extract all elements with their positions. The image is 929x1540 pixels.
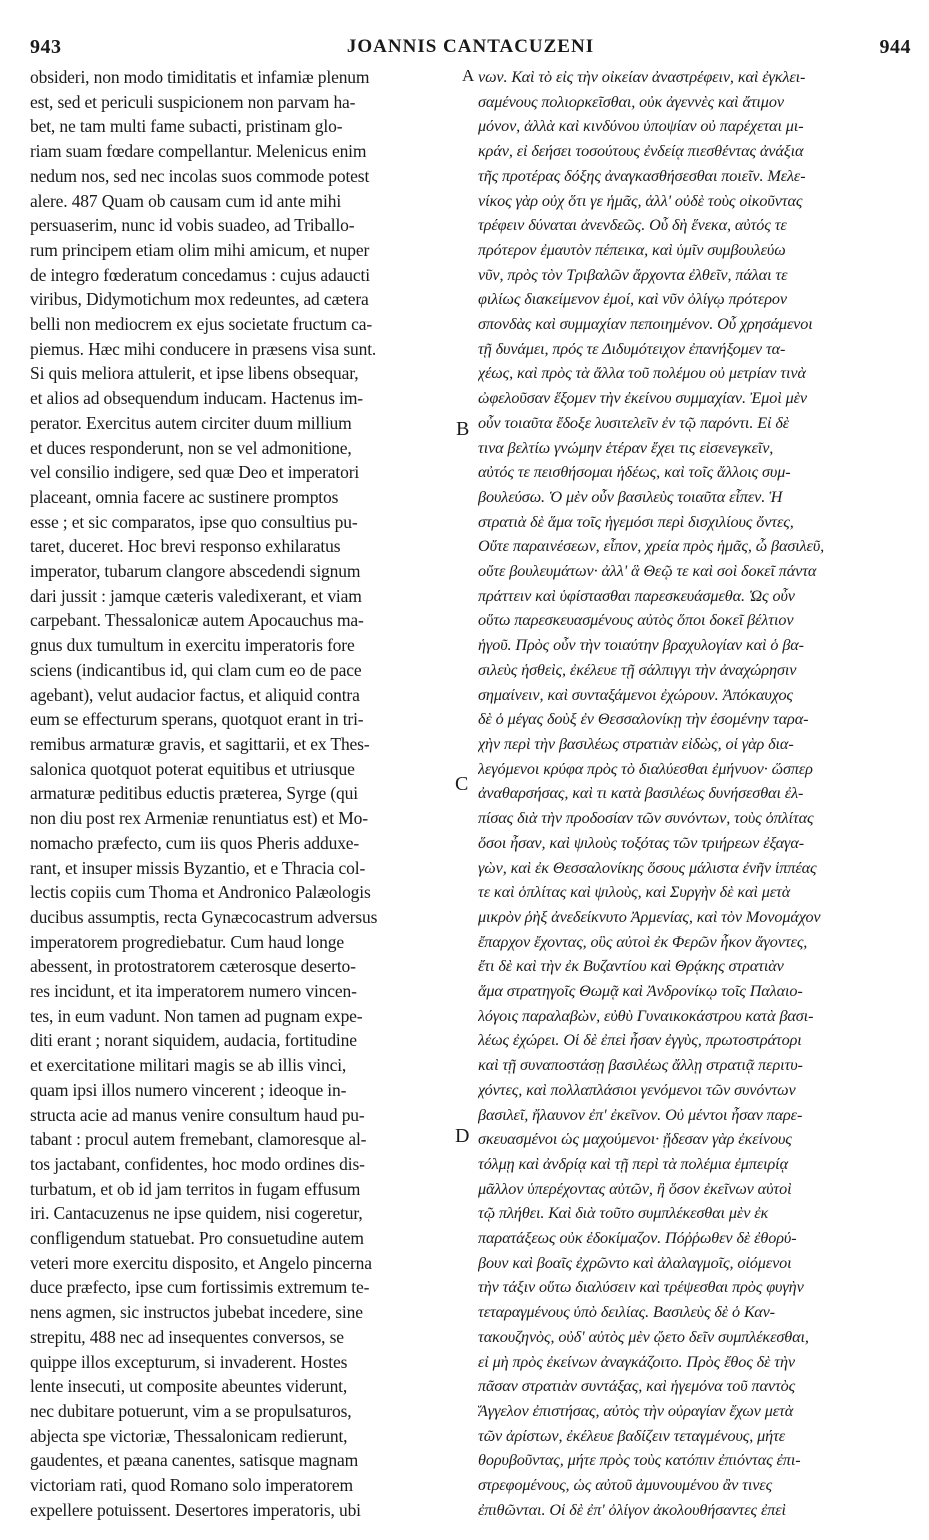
latin-text-line: belli non mediocrem ex ejus societate fructum ca- (30, 314, 373, 335)
left-page-number: 943 (30, 35, 62, 58)
latin-text-line: diti erant ; norant siquidem, audacia, fortitudine (30, 1030, 357, 1051)
greek-text-line: ἡγοῦ. Πρὸς οὖν τὴν τοιαύτην βραχυλογίαν καὶ ὁ βα- (478, 636, 804, 655)
latin-text-line: taret, duceret. Hoc brevi responso exhilaratus (30, 536, 341, 557)
greek-text-line: ὅσοι ἦσαν, καὶ ψιλοὺς τοξότας τῶν τριήρεων ἐξαγα- (478, 833, 805, 852)
greek-text-line: πρότερον ἐμαυτὸν πέπεικα, καὶ ὑμῖν συμβουλεύω (478, 240, 786, 259)
greek-text-line: οὕτω παρεσκευασμένους αὐτὸς ὅποι δοκεῖ βέλτιον (478, 611, 794, 630)
latin-text-line: sciens (indicantibus id, qui clam cum eo de pace (30, 659, 362, 680)
greek-text-line: χὴν περὶ τὴν βασιλέως στρατιὰν εἰδὼς, οἱ γὰρ δια- (478, 734, 794, 753)
latin-text-line: piemus. Hæc mihi conducere in præsens visa sunt. (30, 338, 377, 359)
latin-text-line: tabant : procul autem fremebant, clamoresque al- (30, 1129, 367, 1150)
latin-text-line: obsideri, non modo timiditatis et infamiæ plenum (30, 67, 370, 87)
greek-text-line: σημαίνειν, καὶ συνταξάμενοι ἐχώρουν. Ἀπόκαυχος (478, 685, 793, 704)
latin-text-line: abessent, in protostratorem cæterosque deserto- (30, 956, 356, 977)
latin-text-line: victoriam rati, quod Romano solo imperatorem (30, 1475, 353, 1496)
greek-text-line: βουν καὶ βοαῖς ἐχρῶντο καὶ ἀλαλαγμοῖς, οἰόμενοι (478, 1253, 792, 1272)
greek-text-line: πᾶσαν στρατιὰν συντάξας, καὶ ἡγεμόνα τοῦ παντὸς (478, 1377, 796, 1396)
latin-text-line: bet, ne tam multi fame subacti, pristinam glo- (30, 116, 343, 137)
greek-text-line: οὔτε βουλευμάτων· ἀλλ' ἃ Θεῷ τε καὶ σοὶ δοκεῖ πάντα (478, 562, 817, 581)
greek-text-line: ἀναθαρσήσας, καὶ τι κατὰ βασιλέως δυνήσεσθαι ἐλ- (478, 784, 804, 803)
running-header (30, 32, 911, 62)
section-marker-a: A (462, 66, 475, 85)
latin-text-line: res incidunt, et ita imperatorem numero vincen- (30, 981, 357, 1002)
section-marker-c: C (455, 773, 469, 795)
latin-text-line: Si quis meliora attulerit, et ipse libens obsequar, (30, 363, 359, 384)
latin-text-line: duce præfecto, ipse cum fortissimis extremum te- (30, 1277, 370, 1298)
latin-text-line: tos jactabant, confidentes, hoc modo ordines dis- (30, 1153, 365, 1174)
latin-text-line: et alios ad obsequendum inducam. Hactenus im- (30, 388, 363, 409)
greek-text-line: στρατιὰ δὲ ἅμα τοῖς ἡγεμόσι περὶ δισχιλίους ὄντες, (478, 512, 794, 531)
greek-text-line: νῦν, πρὸς τὸν Τριβαλῶν ἄρχοντα ἐλθεῖν, πάλαι τε (478, 265, 788, 284)
latin-text-line: de integro fœderatum concedamus : cujus adaucti (30, 264, 370, 285)
greek-text-line: στρεφομένους, ὡς αὐτοῦ ἀμυνουμένου ἂν τινες (478, 1476, 773, 1495)
latin-text-line: viribus, Didymotichum mox redeuntes, ad cætera (30, 289, 369, 310)
greek-text-line: ἔτι δὲ καὶ τὴν ἐκ Βυζαντίου καὶ Θρᾴκης στρατιὰν (478, 957, 784, 976)
latin-text-line: confligendum statuebat. Pro consuetudine autem (30, 1228, 364, 1249)
greek-text-line: καὶ τῇ συναποστάσῃ βασιλέως ἄλλῃ στρατιᾷ περιτυ- (478, 1056, 803, 1075)
latin-text-line: armaturæ peditibus eductis præterea, Syrge (qui (30, 783, 358, 804)
greek-text-line: κράν, εἰ δεήσει τοσούτους ἐνδείᾳ πιεσθέντας ἀνάξια (478, 142, 804, 161)
latin-text-line: alere. 487 Quam ob causam cum id ante mihi (30, 190, 342, 211)
greek-text-line: ὠφελοῦσαν ἕξομεν τὴν ἐκείνου συμμαχίαν. Ἐμοὶ μὲν (478, 389, 807, 408)
latin-text-line: ducibus assumptis, recta Gynæcocastrum adversus (30, 906, 378, 927)
greek-text-line: πράττειν καὶ ὑφίστασθαι παρεσκευάσμεθα. Ὡς οὖν (478, 586, 795, 605)
greek-text-line: νίκος γὰρ οὐχ ὅτι γε ἡμᾶς, ἀλλ' οὐδὲ τοὺς οἰκοῦντας (478, 191, 803, 210)
right-page-number: 944 (879, 35, 911, 58)
greek-text-line: τῶν ἀρίστων, ἐκέλευε βαδίζειν τεταγμένους, μήτε (478, 1426, 786, 1445)
latin-text-line: iri. Cantacuzenus ne ipse quidem, nisi cogeretur, (30, 1203, 363, 1224)
greek-text-line: ἔπαρχον ἔχοντας, οὓς αὐτοὶ ἐκ Φερῶν ἧκον ἄγοντες, (478, 932, 808, 951)
latin-text-line: gaudentes, et pæana canentes, satisque magnam (30, 1450, 359, 1471)
latin-text-line: nens agmen, sic instructos jubebat incedere, sine (30, 1302, 363, 1323)
greek-text-line: μικρὸν ῥὴξ ἀνεδείκνυτο Ἀρμενίας, καὶ τὸν Μονομάχον (478, 907, 821, 926)
greek-text-line: τῷ πλήθει. Καὶ διὰ τοῦτο συμπλέκεσθαι μὲν ἐκ (478, 1204, 769, 1223)
latin-text-line: turbatum, et ob id jam territos in fugam effusum (30, 1178, 361, 1199)
greek-text-line: νων. Καὶ τὸ εἰς τὴν οἰκείαν ἀναστρέφειν, καὶ ἐγκλει- (478, 68, 806, 86)
greek-text-line: παρατάξεως οὐκ ἐδοκίμαζον. Πόῤῥωθεν δὲ ἐθορύ- (478, 1229, 797, 1248)
greek-text-line: θορυβοῦντας, μήτε πρὸς τοὺς κατόπιν ἐπιόντας ἐπι- (478, 1451, 801, 1470)
latin-text-line: et duces responderunt, non se vel admonitione, (30, 437, 352, 458)
greek-text-line: σαμένους πολιορκεῖσθαι, οὐκ ἀγεννὲς καὶ ἄτιμον (478, 92, 784, 111)
latin-text-line: rant, et insuper missis Byzantio, et e Thracia col- (30, 857, 366, 878)
latin-text-line: abjecta spe victoriæ, Thessalonicam redierunt, (30, 1425, 348, 1446)
latin-text-line: nedum nos, sed nec incolas suos commode potest (30, 165, 370, 186)
running-title: JOANNIS CANTACUZENI (346, 36, 595, 57)
greek-text-line: ἅμα στρατηγοῖς Θωμᾷ καὶ Ἀνδρονίκῳ τοῖς Παλαιο- (478, 982, 803, 1001)
greek-text-line: βασιλεῖ, ἤλαυνον ἐπ' ἐκεῖνον. Οὐ μέντοι ἦσαν παρε- (478, 1105, 803, 1124)
latin-text-line: imperator, tubarum clangore abscedendi signum (30, 561, 361, 582)
greek-text-line: λόγοις παραλαβὼν, εὐθὺ Γυναικοκάστρου κατὰ βασι- (478, 1006, 814, 1025)
latin-text-line: carpebant. Thessalonicæ autem Apocauchus ma- (30, 610, 364, 631)
greek-text-line: χέως, καὶ πρὸς τὰ ἄλλα τοῦ πολέμου οὐ μετρίαν τινὰ (478, 364, 806, 383)
greek-text-line: τινα βελτίω γνώμην ἑτέραν ἔχει τις εἰσενεγκεῖν, (478, 438, 774, 457)
latin-text-line: rum principem etiam olim mihi amicum, et nuper (30, 239, 370, 260)
latin-text-line: imperatorem progrediebatur. Cum haud longe (30, 931, 344, 952)
latin-text-line: non diu post rex Armeniæ renuntiatus est) et Mo- (30, 808, 368, 829)
latin-text-line: persuaserim, nunc id vobis suadeo, ad Triballo- (30, 215, 355, 236)
greek-column (478, 65, 908, 1527)
latin-text-line: riam suam fœdare compellantur. Melenicus enim (30, 141, 367, 162)
latin-text-line: nomacho præfecto, cum iis quos Pheris adduxe- (30, 832, 360, 853)
latin-text-line: placeant, omnia facere ac sustinere promptos (30, 486, 339, 507)
greek-text-line: σπονδὰς καὶ συμμαχίαν πεποιημένον. Οὗ χρησάμενοι (478, 315, 813, 334)
greek-text-line: βουλεύσω. Ὁ μὲν οὖν βασιλεὺς τοιαῦτα εἶπεν. Ἡ (478, 487, 783, 506)
latin-text-line: lente insecuti, ut composite abeuntes viderunt, (30, 1376, 348, 1397)
latin-column (30, 65, 458, 1527)
greek-text-line: αὐτός τε πεισθήσομαι ἡδέως, καὶ τοῖς ἄλλοις συμ- (478, 463, 791, 482)
greek-text-line: χόντες, καὶ πολλαπλάσιοι γενόμενοι τῶν συνόντων (478, 1080, 796, 1099)
latin-text-line: agebant), velut audacior factus, et aliquid contra (30, 684, 360, 705)
greek-text-line: φιλίως διακείμενον ἐμοί, καὶ νῦν ὀλίγῳ πρότερον (478, 290, 787, 309)
latin-text-line: gnus dux tumultum in exercitu imperatoris fore (30, 635, 355, 656)
greek-text-line: σκευασμένοι ὡς μαχούμενοι· ᾔδεσαν γὰρ ἐκείνους (478, 1130, 792, 1149)
latin-text-line: nec dubitare potuerunt, vim a se propulsaturos, (30, 1400, 352, 1421)
latin-text-line: strepitu, 488 nec ad insequentes conversos, se (30, 1326, 344, 1347)
greek-text-line: τρέφειν δύναται ἀνενδεῶς. Οὗ δὴ ἕνεκα, αὐτός τε (478, 216, 787, 235)
greek-text-line: τεταραγμένους ὑπὸ δειλίας. Βασιλεὺς δὲ ὁ Καν- (478, 1303, 775, 1322)
latin-text-line: lectis copiis cum Thoma et Andronico Palæologis (30, 882, 371, 903)
latin-text-line: remibus armaturæ gravis, et sagittarii, et ex Thes- (30, 733, 370, 754)
greek-text-line: Οὔτε παραινέσεων, εἶπον, χρεία πρὸς ἡμᾶς, ὦ βασιλεῦ, (478, 537, 825, 556)
latin-text-line: tes, in eum vadunt. Non tamen ad pugnam expe- (30, 1005, 363, 1026)
greek-text-line: μᾶλλον ὑπερέχοντας αὐτῶν, ἢ ὅσον ἐκεῖνων αὐτοὶ (478, 1179, 792, 1198)
latin-text-line: structa acie ad manus venire consultum haud pu- (30, 1104, 365, 1125)
latin-text-line: veteri more exercitu disposito, et Angelo pincerna (30, 1252, 372, 1273)
greek-text-line: οὖν τοιαῦτα ἔδοξε λυσιτελεῖν ἐν τῷ παρόντι. Εἰ δὲ (478, 413, 790, 432)
latin-text-line: et exercitatione militari magis se ab illis vinci, (30, 1055, 347, 1076)
greek-text-line: γὼν, καὶ ἐκ Θεσσαλονίκης ὅσους μάλιστα ἐνῆν ἱππέας (478, 858, 817, 877)
greek-text-line: τῇ δυνάμει, πρός τε Διδυμότειχον ἐπανήξομεν τα- (478, 339, 786, 358)
section-marker-b: B (456, 418, 470, 440)
latin-text-line: quam ipsi illos numero vincerent ; ideoque in- (30, 1079, 347, 1100)
greek-text-line: τὴν τάξιν οὕτω διαλύσειν καὶ τρέψεσθαι πρὸς φυγὴν (478, 1278, 804, 1297)
latin-text-line: quippe illos excepturum, si invaderent. Hostes (30, 1351, 348, 1372)
latin-text-line: expellere potuissent. Desertores imperatoris, ubi (30, 1499, 361, 1520)
greek-text-line: μόνον, ἀλλὰ καὶ κινδύνου ὑποψίαν οὐ παρέχεται μι- (478, 117, 804, 136)
greek-text-line: Ἄγγελον ἐπιστήσας, αὐτὸς τὴν οὐραγίαν ἔχων μετὰ (478, 1401, 794, 1420)
greek-text-line: λέως ἐχώρει. Οἱ δὲ ἐπεὶ ἦσαν ἐγγὺς, πρωτοστράτορι (478, 1031, 802, 1050)
latin-text-line: eum se effecturum sperans, quotquot erant in tri- (30, 709, 364, 730)
greek-text-line: ἐπιθῶνται. Οἱ δὲ ἐπ' ὀλίγον ἀκολουθήσαντες ἐπεὶ (478, 1500, 786, 1519)
greek-text-line: τῆς προτέρας δόξης ἀναγκασθήσεσθαι ποιεῖν. Μελε- (478, 166, 806, 185)
greek-text-line: λεγόμενοι κρύφα πρὸς τὸ διαλύεσθαι ἐμήνυον· ὥσπερ (478, 759, 813, 778)
section-marker-d: D (455, 1125, 470, 1147)
greek-text-line: τε καὶ ὁπλίτας καὶ ψιλοὺς, καὶ Συργὴν δὲ καὶ μετὰ (478, 883, 791, 902)
greek-text-line: δὲ ὁ μέγας δοὺξ ἐν Θεσσαλονίκῃ τὴν ἐσομένην ταρα- (478, 710, 809, 729)
greek-text-line: τόλμῃ καὶ ἀνδρίᾳ καὶ τῇ περὶ τὰ πολέμια ἐμπειρίᾳ (478, 1154, 788, 1173)
greek-text-line: πίσας διὰ τὴν προδοσίαν τῶν συνόντων, τοὺς ὁπλίτας (478, 809, 814, 828)
latin-text-line: vel consilio indigere, sed quæ Deo et imperatori (30, 462, 360, 483)
latin-text-line: salonica quotquot poterat equitibus et utriusque (30, 758, 355, 779)
latin-text-line: esse ; et sic comparatos, ipse quo consultius pu- (30, 511, 358, 532)
latin-text-line: est, sed et periculi suspicionem non parvam ha- (30, 91, 356, 112)
latin-text-line: dari jussit : jamque cæteris valedixerant, et viam (30, 585, 362, 606)
latin-text-line: perator. Exercitus autem circiter duum millium (30, 412, 352, 433)
greek-text-line: σιλεὺς ἡσθεὶς, ἐκέλευε τῇ σάλπιγγι τὴν ἀναχώρησιν (478, 660, 797, 679)
greek-text-line: τακουζηνὸς, οὐδ' αὐτὸς μὲν ᾤετο δεῖν συμπλέκεσθαι, (478, 1327, 809, 1346)
greek-text-line: εἰ μὴ πρὸς ἐκείνων ἀναγκάζοιτο. Πρὸς ἔθος δὲ τὴν (478, 1352, 795, 1371)
